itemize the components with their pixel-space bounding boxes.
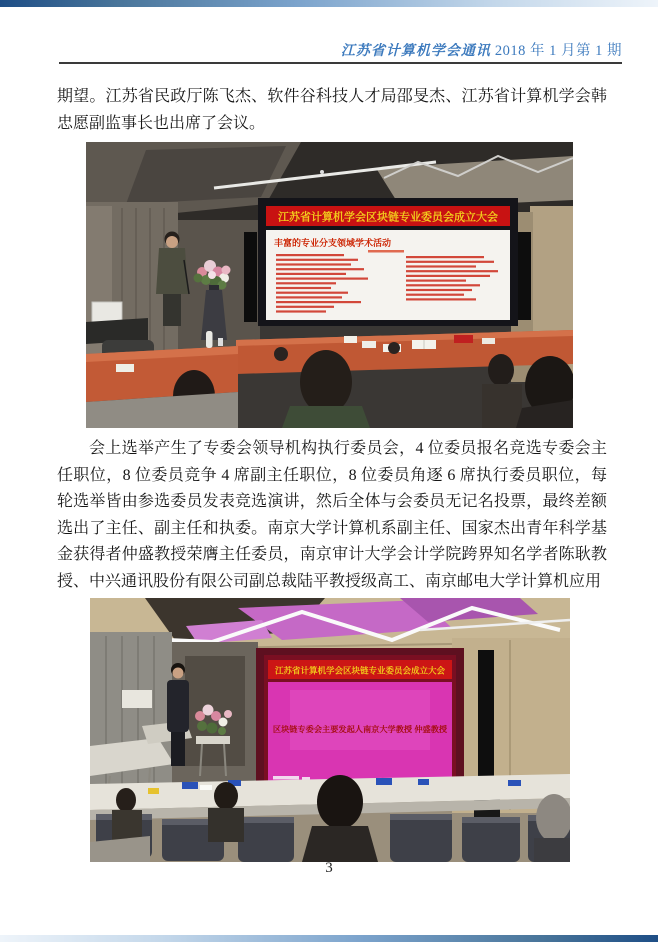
page-number: 3	[325, 860, 333, 876]
journal-issue: 2018 年 1 月第 1 期	[494, 43, 622, 59]
photo-founding-meeting-2	[90, 598, 570, 862]
bottom-decorative-bar	[0, 935, 658, 942]
photo1-screen-banner: 江苏省计算机学会区块链专业委员会成立大会	[278, 211, 498, 224]
page-header	[341, 39, 622, 60]
photo1-left-speaker-column	[244, 232, 257, 322]
paragraph-attendees: 期望。江苏省民政厅陈飞杰、软件谷科技人才局邵旻杰、江苏省计算机学会韩忠愿副监事长也出席了会议。	[57, 88, 607, 132]
photo2-screen-banner: 江苏省计算机学会区块链专业委员会成立大会	[274, 665, 446, 676]
photo1-slide-heading: 丰富的专业分支领域学术活动	[274, 238, 392, 248]
photo2-illustration	[90, 598, 570, 862]
photo2-projection-screen	[256, 648, 464, 796]
paragraph-election-results: 会上选举产生了专委会领导机构执行委员会，4 位委员报名竞选专委会主任职位，8 位委员竞争 4 席副主任职位，8 位委员角逐 6 席执行委员职位，每轮选举皆由参选委员发表竞选演讲，然后全体与会委员无记名投票，最终差额选出了主任、副主任和执委。南京大学计算机系副主任、国家杰出青年科学基金获得者仲盛教授荣膺主任委员，南京审计大学会计学院跨界知名学者陈耿教授、中兴通讯股份有限公司副总裁陆平教授级高工、南京邮电大学计算机应用	[57, 440, 607, 590]
header-rule	[59, 62, 622, 64]
photo1-projection-screen	[258, 198, 518, 326]
photo-founding-meeting-1	[86, 142, 573, 428]
photo1-right-speaker-column	[518, 232, 531, 320]
journal-title: 江苏省计算机学会通讯	[340, 43, 491, 59]
photo1-illustration	[86, 142, 573, 428]
top-decorative-bar	[0, 0, 658, 7]
photo2-slide-caption: 区块链专委会主要发起人南京大学教授 仲盛教授	[272, 725, 448, 734]
